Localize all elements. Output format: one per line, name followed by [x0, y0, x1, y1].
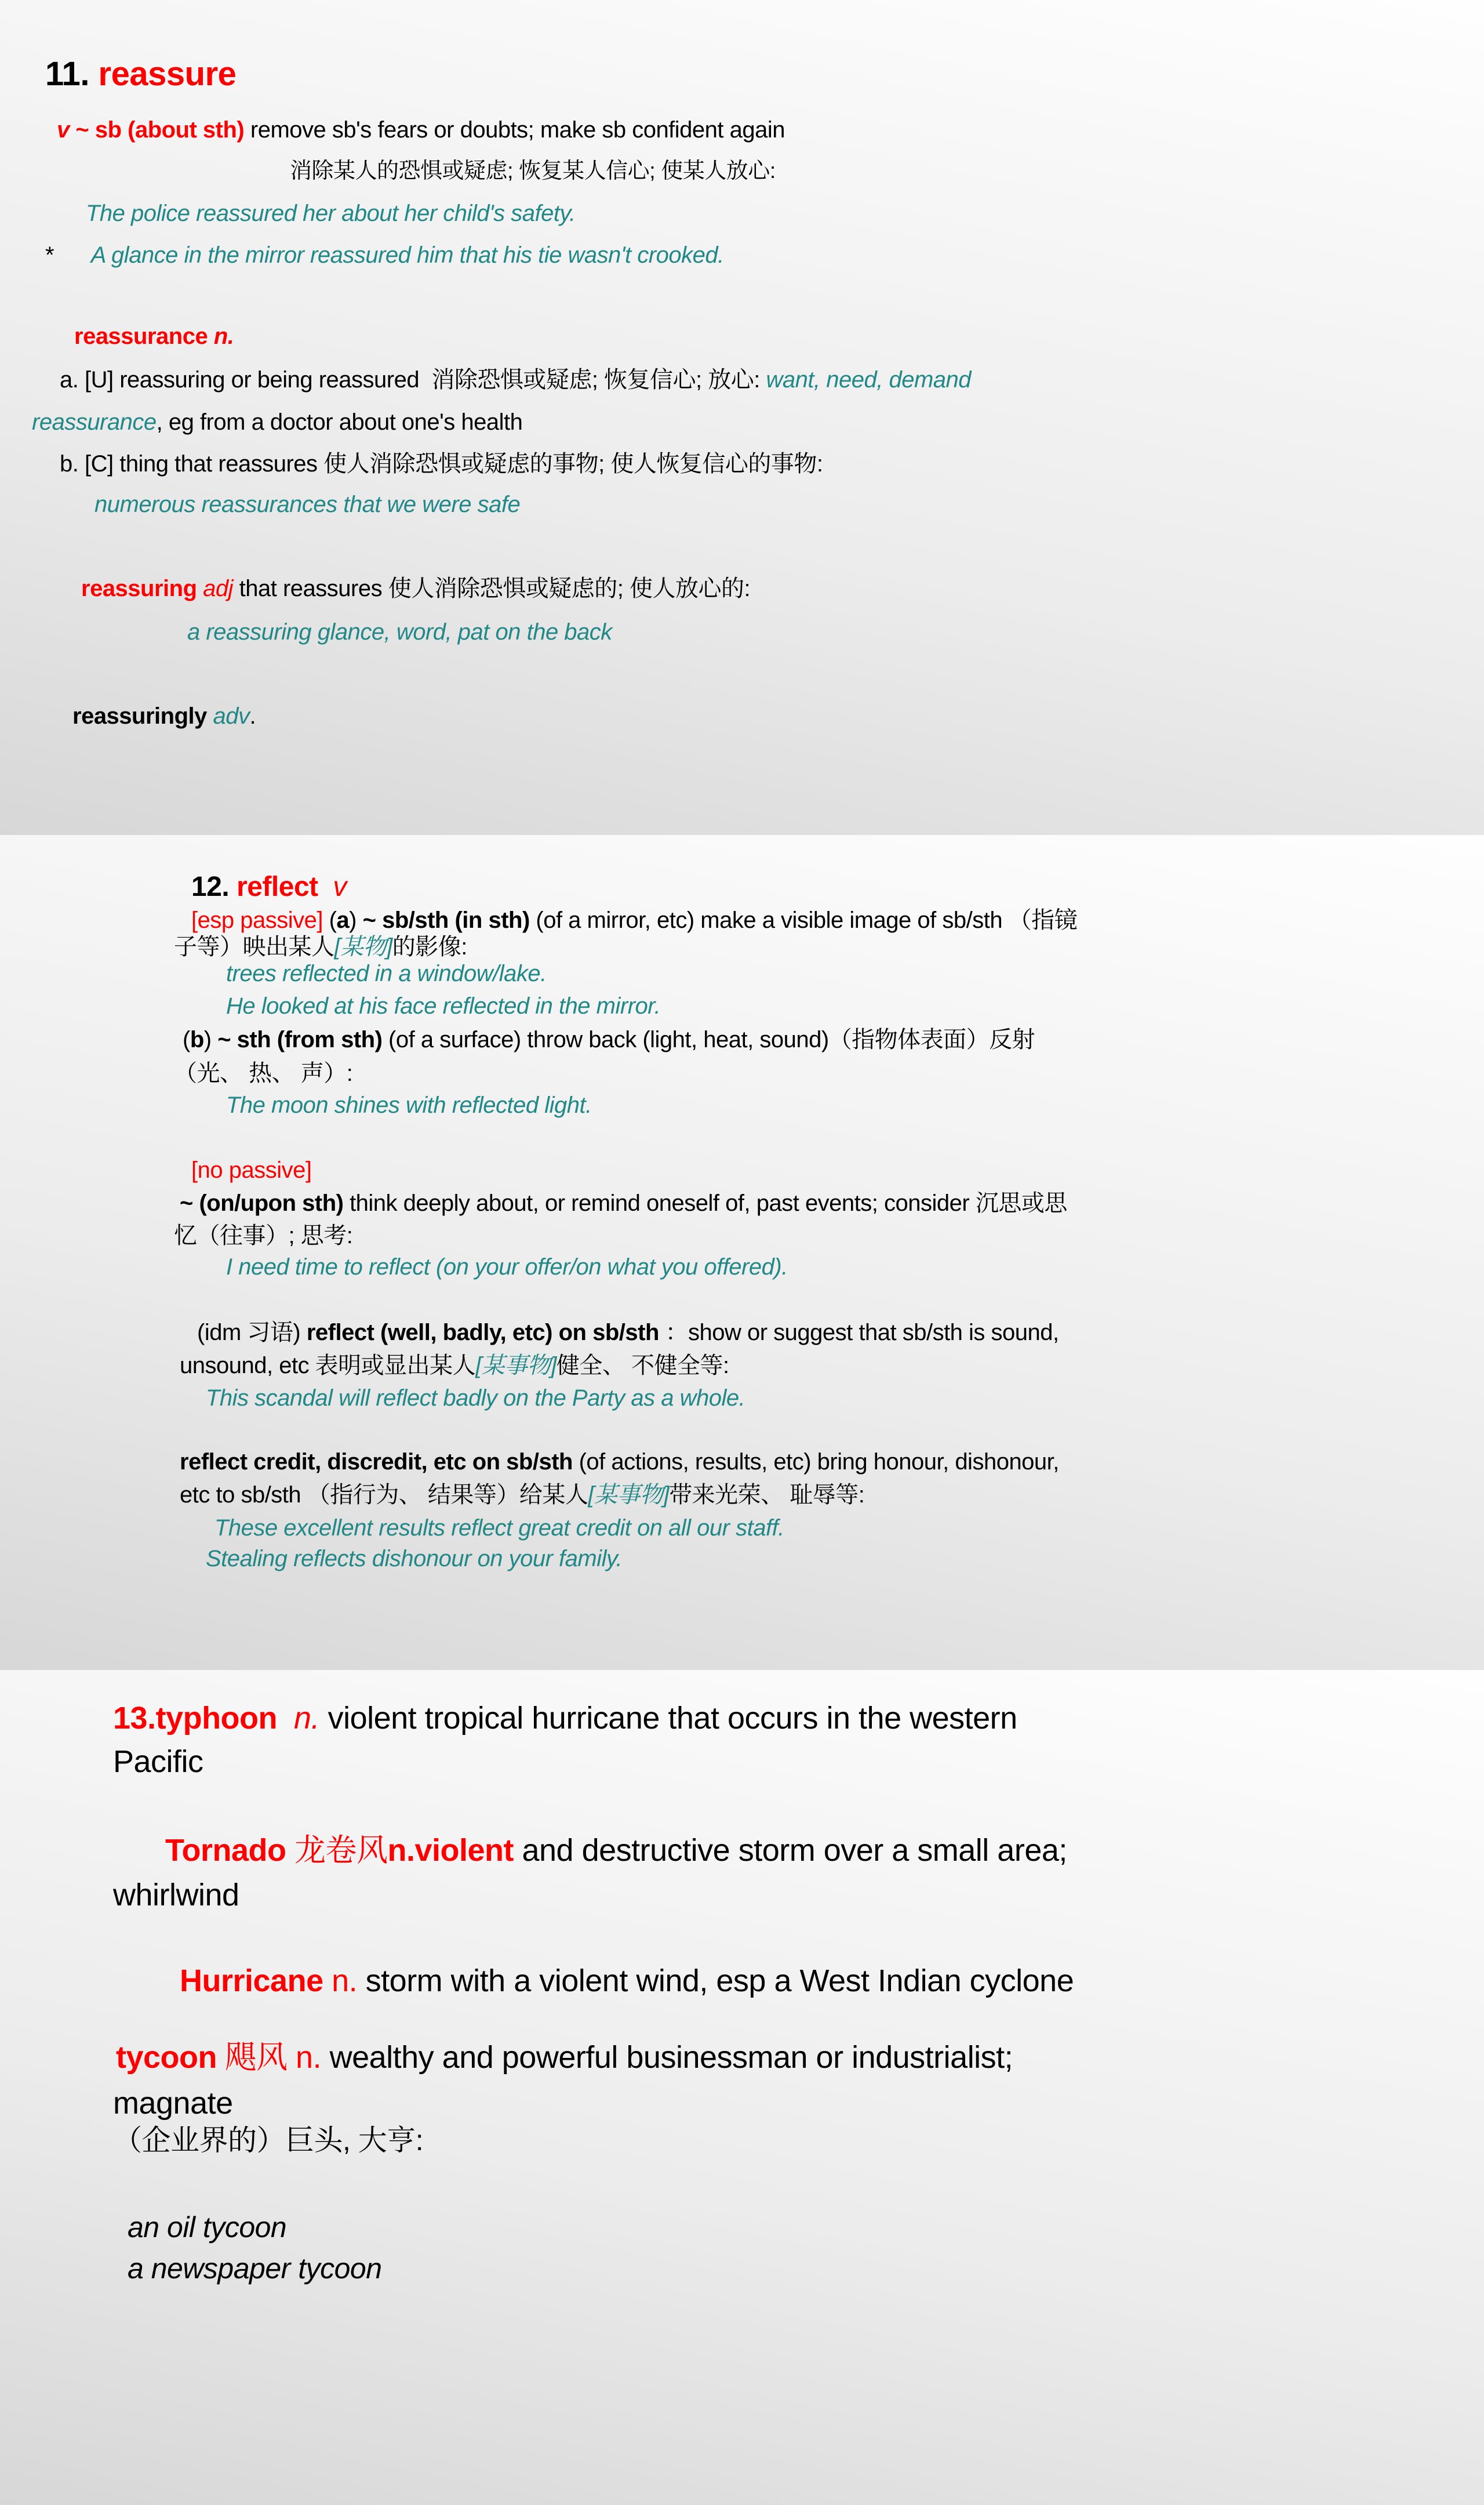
- text-line: [226, 1092, 1484, 1119]
- text-span: tycoon: [116, 2040, 225, 2075]
- text-span: ): [349, 907, 363, 934]
- slide-11-reassure: [0, 0, 1484, 835]
- text-span: whirlwind: [113, 1878, 239, 1913]
- text-span: [esp passive]: [191, 907, 329, 934]
- text-line: [226, 993, 1484, 1019]
- text-span: This scandal will reflect badly on the Party as a whole.: [206, 1385, 745, 1411]
- text-span: 健全、 不健全等:: [556, 1353, 729, 1379]
- text-span: n.: [213, 324, 234, 350]
- text-span: 飓风: [225, 2040, 296, 2075]
- text-span: Hurricane: [180, 1963, 332, 1999]
- text-span: (: [329, 907, 337, 934]
- text-span: v: [318, 872, 347, 902]
- text-span: v: [57, 117, 70, 143]
- text-line: [180, 1352, 1484, 1379]
- text-span: 子等）映出某人: [174, 934, 334, 960]
- text-span: The police reassured her about her child's safety.: [86, 201, 576, 227]
- text-line: [206, 1385, 1484, 1411]
- text-span: (idm 习语): [197, 1320, 307, 1346]
- text-span: reassurance: [32, 409, 157, 435]
- text-span: n.: [294, 1701, 320, 1736]
- text-span: [某事物]: [475, 1353, 556, 1379]
- text-line: [113, 1700, 1484, 1736]
- text-span: *: [45, 242, 91, 268]
- text-line: [180, 1963, 1484, 1999]
- text-line: [128, 2252, 1484, 2286]
- text-line: [113, 1744, 1484, 1780]
- text-span: a reassuring glance, word, pat on the back: [187, 619, 612, 645]
- text-span: b. [C] thing that reassures 使人消除恐惧或疑虑的事物; 使人恢复信心的事物:: [60, 451, 823, 477]
- text-span: adj: [203, 576, 239, 602]
- text-line: [226, 960, 1484, 987]
- text-span: reassurance: [74, 324, 214, 350]
- text-line: [180, 1448, 1484, 1475]
- text-line: [60, 366, 1484, 393]
- text-span: ~ sb (about sth): [69, 117, 250, 143]
- text-span: Pacific: [113, 1744, 203, 1780]
- text-span: 龙卷风: [294, 1833, 388, 1868]
- text-line: [206, 1545, 1484, 1572]
- slide-13-typhoon: [0, 1670, 1484, 2505]
- text-span: trees reflected in a window/lake.: [226, 961, 547, 987]
- text-span: magnate: [113, 2085, 233, 2121]
- text-span: reflect (well, badly, etc) on sb/sth: [306, 1320, 665, 1346]
- text-span: 13.typhoon: [113, 1701, 278, 1736]
- text-span: (: [183, 1027, 190, 1053]
- text-span: [no passive]: [191, 1157, 312, 1183]
- text-span: 的影像:: [392, 934, 467, 960]
- text-span: reflect credit, discredit, etc on sb/sth: [180, 1449, 579, 1475]
- text-line: [174, 1222, 1484, 1249]
- text-line: [183, 1026, 1484, 1053]
- text-span: I need time to reflect (on your offer/on what you offered).: [226, 1254, 788, 1280]
- text-span: storm with a violent wind, esp a West Indian cyclone: [365, 1963, 1074, 1999]
- text-span: [某事物]: [588, 1482, 670, 1508]
- slide-12-reflect: [0, 835, 1484, 1670]
- text-span: (of a surface) throw back (light, heat, sound)（指物体表面）反射: [388, 1027, 1035, 1053]
- text-span: Stealing reflects dishonour on your family.: [206, 1546, 623, 1572]
- text-span: .: [249, 703, 256, 729]
- text-span: a: [336, 907, 350, 934]
- text-span: reassuringly: [72, 703, 213, 729]
- text-line: [191, 871, 1484, 903]
- text-line: [81, 575, 1484, 602]
- text-span: 带来光荣、 耻辱等:: [669, 1482, 865, 1508]
- text-span: , eg from a doctor about one's health: [156, 409, 523, 435]
- text-span: （企业界的）巨头, 大亨:: [113, 2123, 424, 2157]
- text-line: [74, 323, 1484, 350]
- text-line: [180, 1482, 1484, 1508]
- text-span: violent tropical hurricane that occurs in the western: [319, 1701, 1017, 1736]
- text-line: [45, 55, 1484, 94]
- text-span: remove sb's fears or doubts; make sb confident again: [250, 117, 785, 143]
- text-span: unsound, etc 表明或显出某人: [180, 1353, 476, 1379]
- text-line: [226, 1254, 1484, 1280]
- text-span: ~ sb/sth (in sth): [362, 907, 536, 934]
- text-line: [191, 907, 1484, 934]
- text-span: [某物]: [334, 934, 392, 960]
- text-span: ): [203, 1027, 218, 1053]
- text-span: reassure: [98, 55, 237, 93]
- text-span: want, need, demand: [766, 367, 971, 393]
- text-span: think deeply about, or remind oneself of, past events; consider 沉思或思: [350, 1190, 1067, 1217]
- text-span: wealthy and powerful businessman or industrialist;: [329, 2040, 1013, 2075]
- text-span: He looked at his face reflected in the mirror.: [226, 993, 661, 1019]
- text-line: [214, 1515, 1484, 1541]
- text-line: [113, 1877, 1484, 1913]
- text-span: 忆（往事）; 思考:: [174, 1223, 353, 1249]
- text-span: （光、 热、 声）:: [174, 1061, 353, 1087]
- text-span: These excellent results reflect great credit on all our staff.: [214, 1515, 784, 1541]
- text-span: [277, 1701, 294, 1736]
- text-span: reassuring: [81, 576, 203, 602]
- text-span: n.violent: [387, 1833, 514, 1868]
- text-line: [60, 451, 1484, 477]
- text-line: [113, 2124, 1484, 2158]
- text-span: ~ sth (from sth): [217, 1027, 389, 1053]
- text-span: Tornado: [165, 1833, 294, 1868]
- text-span: an oil tycoon: [128, 2211, 287, 2244]
- text-span: adv: [213, 703, 250, 729]
- text-span: (of actions, results, etc) bring honour, dishonour,: [579, 1449, 1059, 1475]
- text-span: reflect: [237, 872, 318, 902]
- text-line: [165, 1832, 1484, 1868]
- text-line: [86, 200, 1484, 227]
- text-span: and destructive storm over a small area;: [513, 1833, 1067, 1868]
- text-span: ：show or suggest that sb/sth is sound,: [665, 1320, 1059, 1346]
- text-span: a. [U] reassuring or being reassured 消除恐惧或疑虑; 恢复信心; 放心:: [60, 367, 766, 393]
- text-line: [72, 703, 1484, 729]
- text-line: [191, 1157, 1484, 1183]
- text-line: [128, 2211, 1484, 2245]
- text-span: n.: [332, 1963, 366, 1999]
- text-line: [174, 1060, 1484, 1087]
- text-line: [57, 117, 1484, 143]
- text-span: A glance in the mirror reassured him that his tie wasn't crooked.: [90, 242, 724, 268]
- text-span: a newspaper tycoon: [128, 2252, 382, 2285]
- text-line: [113, 2085, 1484, 2121]
- text-line: [116, 2039, 1484, 2075]
- text-span: numerous reassurances that we were safe: [94, 492, 521, 518]
- text-span: etc to sb/sth （指行为、 结果等）给某人: [180, 1482, 588, 1508]
- text-span: ~ (on/upon sth): [180, 1190, 350, 1217]
- text-span: 12.: [191, 872, 237, 902]
- text-span: 11.: [45, 55, 99, 93]
- text-line: [174, 934, 1484, 960]
- text-line: [94, 491, 1484, 518]
- text-span: that reassures 使人消除恐惧或疑虑的; 使人放心的:: [239, 576, 751, 602]
- text-line: [180, 1190, 1484, 1217]
- text-span: n.: [296, 2040, 330, 2075]
- text-line: [45, 242, 1484, 268]
- text-line: [290, 159, 1484, 184]
- text-span: 消除某人的恐惧或疑虑; 恢复某人信心; 使某人放心:: [290, 158, 776, 183]
- text-span: b: [190, 1027, 204, 1053]
- text-span: The moon shines with reflected light.: [226, 1092, 592, 1119]
- text-span: (of a mirror, etc) make a visible image of sb/sth （指镜: [536, 907, 1078, 934]
- text-line: [187, 619, 1484, 645]
- text-line: [197, 1319, 1484, 1346]
- text-line: [32, 409, 1484, 435]
